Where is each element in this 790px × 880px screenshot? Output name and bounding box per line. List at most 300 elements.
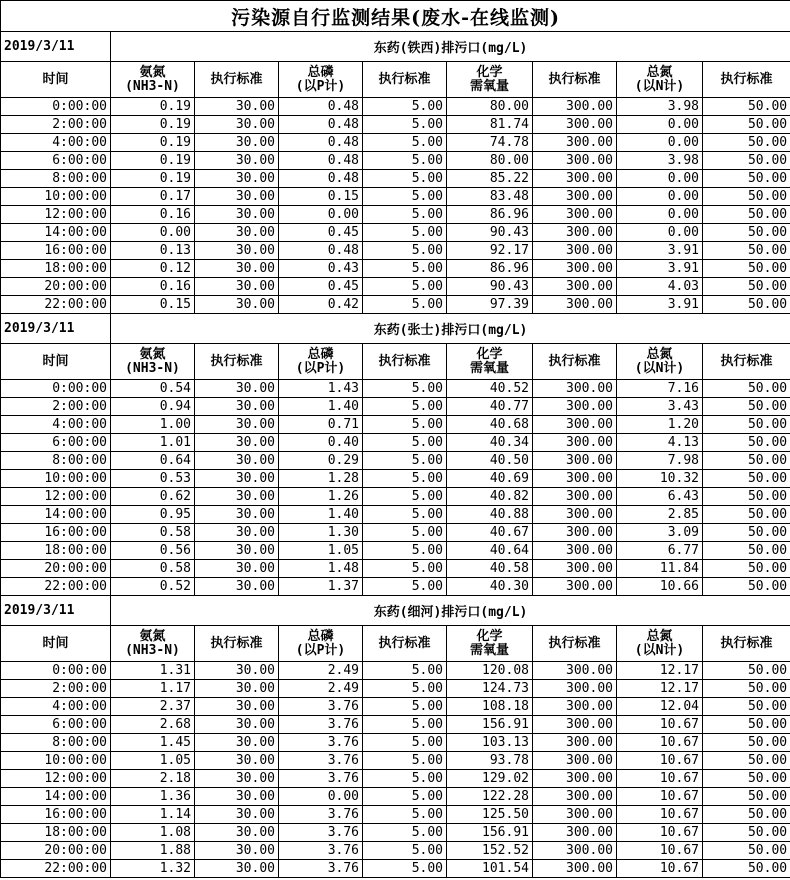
ammonia-standard: 30.00 [195, 524, 279, 542]
table-row [1, 134, 790, 152]
table-body [1, 1, 790, 878]
phosphorus-value: 0.48 [279, 152, 363, 170]
time-cell: 8:00:00 [1, 452, 111, 470]
cod-standard: 300.00 [533, 134, 617, 152]
phosphorus-value: 3.76 [279, 734, 363, 752]
nitrogen-standard: 50.00 [703, 488, 790, 506]
header-total-phosphorus [279, 626, 363, 662]
nitrogen-value: 0.00 [617, 134, 703, 152]
nitrogen-standard: 50.00 [703, 860, 790, 878]
ammonia-standard: 30.00 [195, 680, 279, 698]
cod-value: 86.96 [447, 260, 533, 278]
time-cell: 16:00:00 [1, 806, 111, 824]
table-row [1, 770, 790, 788]
outlet-name: 东药(铁西)排污口(mg/L) [111, 32, 790, 62]
time-cell: 12:00:00 [1, 488, 111, 506]
section-date: 2019/3/11 [1, 314, 111, 344]
nitrogen-value: 3.43 [617, 398, 703, 416]
section-header-row [1, 314, 790, 344]
table-row [1, 434, 790, 452]
header-nitrogen-line2: (以N计) [634, 360, 685, 376]
phosphorus-value: 1.28 [279, 470, 363, 488]
cod-standard: 300.00 [533, 260, 617, 278]
cod-standard: 300.00 [533, 206, 617, 224]
phosphorus-value: 0.15 [279, 188, 363, 206]
header-total-nitrogen [617, 344, 703, 380]
cod-standard: 300.00 [533, 188, 617, 206]
header-nitrogen-line1: 总氮 [646, 628, 673, 644]
header-cod-line2: 需氧量 [469, 360, 509, 376]
phosphorus-standard: 5.00 [363, 242, 447, 260]
ammonia-standard: 30.00 [195, 734, 279, 752]
header-phosphorus-line1: 总磷 [307, 64, 334, 80]
ammonia-value: 0.64 [111, 452, 195, 470]
header-cod-line2: 需氧量 [469, 642, 509, 658]
time-cell: 4:00:00 [1, 416, 111, 434]
table-row [1, 398, 790, 416]
header-standard: 执行标准 [703, 344, 790, 380]
nitrogen-value: 12.17 [617, 680, 703, 698]
phosphorus-standard: 5.00 [363, 296, 447, 314]
ammonia-standard: 30.00 [195, 242, 279, 260]
phosphorus-value: 1.26 [279, 488, 363, 506]
nitrogen-value: 10.67 [617, 752, 703, 770]
table-row [1, 578, 790, 596]
phosphorus-standard: 5.00 [363, 860, 447, 878]
phosphorus-standard: 5.00 [363, 134, 447, 152]
cod-value: 40.34 [447, 434, 533, 452]
cod-standard: 300.00 [533, 116, 617, 134]
cod-value: 40.52 [447, 380, 533, 398]
nitrogen-standard: 50.00 [703, 770, 790, 788]
nitrogen-value: 3.09 [617, 524, 703, 542]
section-header-row [1, 32, 790, 62]
time-cell: 10:00:00 [1, 188, 111, 206]
header-time: 时间 [1, 62, 111, 98]
page-title: 污染源自行监测结果(废水-在线监测) [1, 1, 790, 32]
phosphorus-value: 0.48 [279, 170, 363, 188]
header-standard: 执行标准 [363, 62, 447, 98]
cod-standard: 300.00 [533, 752, 617, 770]
table-row [1, 788, 790, 806]
column-header-row [1, 626, 790, 662]
time-cell: 2:00:00 [1, 116, 111, 134]
header-cod [447, 344, 533, 380]
nitrogen-standard: 50.00 [703, 560, 790, 578]
phosphorus-standard: 5.00 [363, 170, 447, 188]
ammonia-standard: 30.00 [195, 152, 279, 170]
cod-standard: 300.00 [533, 506, 617, 524]
cod-value: 80.00 [447, 152, 533, 170]
ammonia-value: 0.52 [111, 578, 195, 596]
nitrogen-value: 4.03 [617, 278, 703, 296]
phosphorus-standard: 5.00 [363, 578, 447, 596]
column-header-row [1, 62, 790, 98]
phosphorus-value: 2.49 [279, 662, 363, 680]
nitrogen-standard: 50.00 [703, 716, 790, 734]
cod-value: 122.28 [447, 788, 533, 806]
nitrogen-standard: 50.00 [703, 578, 790, 596]
ammonia-standard: 30.00 [195, 188, 279, 206]
phosphorus-value: 0.45 [279, 224, 363, 242]
nitrogen-value: 3.91 [617, 296, 703, 314]
table-row [1, 506, 790, 524]
phosphorus-value: 0.40 [279, 434, 363, 452]
header-time: 时间 [1, 344, 111, 380]
section-date: 2019/3/11 [1, 32, 111, 62]
ammonia-standard: 30.00 [195, 470, 279, 488]
table-row [1, 380, 790, 398]
nitrogen-value: 6.43 [617, 488, 703, 506]
cod-value: 40.77 [447, 398, 533, 416]
phosphorus-standard: 5.00 [363, 452, 447, 470]
header-nitrogen-line1: 总氮 [646, 346, 673, 362]
nitrogen-value: 0.00 [617, 224, 703, 242]
ammonia-value: 0.19 [111, 152, 195, 170]
nitrogen-standard: 50.00 [703, 398, 790, 416]
phosphorus-standard: 5.00 [363, 680, 447, 698]
phosphorus-standard: 5.00 [363, 206, 447, 224]
cod-standard: 300.00 [533, 452, 617, 470]
ammonia-standard: 30.00 [195, 398, 279, 416]
cod-value: 80.00 [447, 98, 533, 116]
nitrogen-standard: 50.00 [703, 452, 790, 470]
phosphorus-value: 1.40 [279, 398, 363, 416]
cod-standard: 300.00 [533, 242, 617, 260]
ammonia-value: 1.01 [111, 434, 195, 452]
time-cell: 22:00:00 [1, 860, 111, 878]
header-standard: 执行标准 [363, 344, 447, 380]
header-ammonia-line2: (NH3-N) [125, 642, 180, 658]
cod-standard: 300.00 [533, 734, 617, 752]
time-cell: 14:00:00 [1, 224, 111, 242]
ammonia-standard: 30.00 [195, 662, 279, 680]
ammonia-value: 1.05 [111, 752, 195, 770]
ammonia-value: 0.17 [111, 188, 195, 206]
header-ammonia-line1: 氨氮 [139, 64, 166, 80]
phosphorus-value: 0.00 [279, 206, 363, 224]
table-row [1, 560, 790, 578]
ammonia-value: 0.58 [111, 560, 195, 578]
phosphorus-standard: 5.00 [363, 260, 447, 278]
cod-standard: 300.00 [533, 398, 617, 416]
cod-value: 40.82 [447, 488, 533, 506]
time-cell: 8:00:00 [1, 734, 111, 752]
header-phosphorus-line2: (以P计) [295, 360, 346, 376]
header-cod-line1: 化学 [476, 628, 503, 644]
nitrogen-standard: 50.00 [703, 680, 790, 698]
nitrogen-value: 10.67 [617, 788, 703, 806]
nitrogen-standard: 50.00 [703, 752, 790, 770]
cod-value: 124.73 [447, 680, 533, 698]
nitrogen-value: 0.00 [617, 206, 703, 224]
ammonia-value: 2.68 [111, 716, 195, 734]
phosphorus-standard: 5.00 [363, 116, 447, 134]
table-row [1, 842, 790, 860]
outlet-name: 东药(细河)排污口(mg/L) [111, 596, 790, 626]
cod-value: 93.78 [447, 752, 533, 770]
header-ammonia-line2: (NH3-N) [125, 360, 180, 376]
phosphorus-value: 0.42 [279, 296, 363, 314]
header-standard: 执行标准 [195, 344, 279, 380]
header-phosphorus-line2: (以P计) [295, 78, 346, 94]
phosphorus-value: 0.45 [279, 278, 363, 296]
time-cell: 14:00:00 [1, 506, 111, 524]
phosphorus-value: 0.48 [279, 242, 363, 260]
table-row [1, 116, 790, 134]
nitrogen-value: 11.84 [617, 560, 703, 578]
phosphorus-standard: 5.00 [363, 416, 447, 434]
ammonia-value: 2.37 [111, 698, 195, 716]
header-standard: 执行标准 [703, 62, 790, 98]
cod-standard: 300.00 [533, 224, 617, 242]
table-row [1, 680, 790, 698]
phosphorus-value: 3.76 [279, 842, 363, 860]
phosphorus-standard: 5.00 [363, 806, 447, 824]
ammonia-value: 0.58 [111, 524, 195, 542]
title-row [1, 1, 790, 32]
column-header-row [1, 344, 790, 380]
cod-value: 40.30 [447, 578, 533, 596]
table-row [1, 416, 790, 434]
phosphorus-value: 3.76 [279, 860, 363, 878]
ammonia-standard: 30.00 [195, 434, 279, 452]
ammonia-standard: 30.00 [195, 506, 279, 524]
cod-value: 85.22 [447, 170, 533, 188]
ammonia-standard: 30.00 [195, 278, 279, 296]
phosphorus-value: 0.43 [279, 260, 363, 278]
cod-value: 90.43 [447, 224, 533, 242]
nitrogen-standard: 50.00 [703, 170, 790, 188]
cod-value: 156.91 [447, 716, 533, 734]
nitrogen-standard: 50.00 [703, 296, 790, 314]
nitrogen-value: 3.91 [617, 242, 703, 260]
ammonia-value: 1.31 [111, 662, 195, 680]
phosphorus-standard: 5.00 [363, 698, 447, 716]
ammonia-standard: 30.00 [195, 542, 279, 560]
ammonia-value: 1.45 [111, 734, 195, 752]
nitrogen-standard: 50.00 [703, 416, 790, 434]
header-nitrogen-line1: 总氮 [646, 64, 673, 80]
ammonia-standard: 30.00 [195, 560, 279, 578]
section-header-row [1, 596, 790, 626]
phosphorus-standard: 5.00 [363, 842, 447, 860]
header-standard: 执行标准 [533, 344, 617, 380]
phosphorus-standard: 5.00 [363, 488, 447, 506]
nitrogen-value: 10.67 [617, 770, 703, 788]
cod-standard: 300.00 [533, 698, 617, 716]
nitrogen-value: 3.98 [617, 98, 703, 116]
table-row [1, 206, 790, 224]
ammonia-standard: 30.00 [195, 578, 279, 596]
nitrogen-standard: 50.00 [703, 698, 790, 716]
ammonia-standard: 30.00 [195, 260, 279, 278]
cod-standard: 300.00 [533, 578, 617, 596]
ammonia-standard: 30.00 [195, 452, 279, 470]
phosphorus-standard: 5.00 [363, 542, 447, 560]
time-cell: 8:00:00 [1, 170, 111, 188]
table-row [1, 662, 790, 680]
ammonia-value: 0.94 [111, 398, 195, 416]
header-ammonia-line2: (NH3-N) [125, 78, 180, 94]
ammonia-standard: 30.00 [195, 224, 279, 242]
ammonia-value: 0.13 [111, 242, 195, 260]
time-cell: 16:00:00 [1, 524, 111, 542]
cod-value: 101.54 [447, 860, 533, 878]
ammonia-value: 0.95 [111, 506, 195, 524]
nitrogen-standard: 50.00 [703, 380, 790, 398]
ammonia-value: 1.17 [111, 680, 195, 698]
nitrogen-standard: 50.00 [703, 506, 790, 524]
table-row [1, 98, 790, 116]
header-phosphorus-line1: 总磷 [307, 628, 334, 644]
cod-value: 40.68 [447, 416, 533, 434]
ammonia-value: 0.19 [111, 134, 195, 152]
phosphorus-value: 0.29 [279, 452, 363, 470]
phosphorus-value: 1.43 [279, 380, 363, 398]
cod-value: 103.13 [447, 734, 533, 752]
cod-value: 120.08 [447, 662, 533, 680]
phosphorus-value: 3.76 [279, 716, 363, 734]
header-nitrogen-line2: (以N计) [634, 642, 685, 658]
cod-standard: 300.00 [533, 542, 617, 560]
phosphorus-value: 0.48 [279, 98, 363, 116]
nitrogen-value: 10.67 [617, 716, 703, 734]
time-cell: 16:00:00 [1, 242, 111, 260]
cod-value: 40.67 [447, 524, 533, 542]
cod-value: 92.17 [447, 242, 533, 260]
phosphorus-standard: 5.00 [363, 770, 447, 788]
table-row [1, 806, 790, 824]
header-total-nitrogen [617, 62, 703, 98]
time-cell: 22:00:00 [1, 578, 111, 596]
header-ammonia-line1: 氨氮 [139, 346, 166, 362]
header-ammonia-nitrogen [111, 626, 195, 662]
time-cell: 0:00:00 [1, 98, 111, 116]
cod-standard: 300.00 [533, 98, 617, 116]
phosphorus-standard: 5.00 [363, 152, 447, 170]
nitrogen-value: 3.91 [617, 260, 703, 278]
ammonia-value: 0.16 [111, 206, 195, 224]
ammonia-standard: 30.00 [195, 134, 279, 152]
ammonia-standard: 30.00 [195, 716, 279, 734]
time-cell: 20:00:00 [1, 842, 111, 860]
cod-standard: 300.00 [533, 488, 617, 506]
table-row [1, 224, 790, 242]
header-cod [447, 626, 533, 662]
cod-standard: 300.00 [533, 662, 617, 680]
time-cell: 20:00:00 [1, 560, 111, 578]
time-cell: 18:00:00 [1, 260, 111, 278]
header-cod-line1: 化学 [476, 64, 503, 80]
table-row [1, 542, 790, 560]
cod-value: 90.43 [447, 278, 533, 296]
header-total-phosphorus [279, 344, 363, 380]
nitrogen-value: 2.85 [617, 506, 703, 524]
phosphorus-value: 0.48 [279, 134, 363, 152]
nitrogen-standard: 50.00 [703, 134, 790, 152]
nitrogen-standard: 50.00 [703, 842, 790, 860]
phosphorus-value: 2.49 [279, 680, 363, 698]
section-date: 2019/3/11 [1, 596, 111, 626]
ammonia-value: 0.19 [111, 116, 195, 134]
nitrogen-standard: 50.00 [703, 206, 790, 224]
phosphorus-standard: 5.00 [363, 734, 447, 752]
ammonia-value: 0.12 [111, 260, 195, 278]
nitrogen-value: 12.04 [617, 698, 703, 716]
phosphorus-value: 1.05 [279, 542, 363, 560]
cod-standard: 300.00 [533, 470, 617, 488]
nitrogen-standard: 50.00 [703, 260, 790, 278]
header-standard: 执行标准 [703, 626, 790, 662]
nitrogen-value: 3.98 [617, 152, 703, 170]
header-ammonia-nitrogen [111, 344, 195, 380]
table-row [1, 524, 790, 542]
ammonia-standard: 30.00 [195, 170, 279, 188]
nitrogen-standard: 50.00 [703, 734, 790, 752]
cod-value: 156.91 [447, 824, 533, 842]
nitrogen-value: 1.20 [617, 416, 703, 434]
ammonia-standard: 30.00 [195, 116, 279, 134]
cod-standard: 300.00 [533, 524, 617, 542]
table-row [1, 296, 790, 314]
cod-value: 86.96 [447, 206, 533, 224]
cod-value: 40.58 [447, 560, 533, 578]
time-cell: 2:00:00 [1, 398, 111, 416]
cod-value: 125.50 [447, 806, 533, 824]
ammonia-value: 0.19 [111, 170, 195, 188]
cod-standard: 300.00 [533, 788, 617, 806]
time-cell: 0:00:00 [1, 380, 111, 398]
header-standard: 执行标准 [363, 626, 447, 662]
phosphorus-standard: 5.00 [363, 560, 447, 578]
nitrogen-value: 10.66 [617, 578, 703, 596]
time-cell: 22:00:00 [1, 296, 111, 314]
time-cell: 6:00:00 [1, 716, 111, 734]
cod-value: 129.02 [447, 770, 533, 788]
cod-standard: 300.00 [533, 770, 617, 788]
cod-value: 83.48 [447, 188, 533, 206]
cod-value: 97.39 [447, 296, 533, 314]
table-row [1, 170, 790, 188]
ammonia-standard: 30.00 [195, 788, 279, 806]
time-cell: 10:00:00 [1, 752, 111, 770]
cod-standard: 300.00 [533, 680, 617, 698]
cod-standard: 300.00 [533, 416, 617, 434]
phosphorus-standard: 5.00 [363, 506, 447, 524]
ammonia-value: 2.18 [111, 770, 195, 788]
phosphorus-standard: 5.00 [363, 824, 447, 842]
table-row [1, 752, 790, 770]
header-cod [447, 62, 533, 98]
time-cell: 6:00:00 [1, 152, 111, 170]
phosphorus-standard: 5.00 [363, 524, 447, 542]
phosphorus-standard: 5.00 [363, 98, 447, 116]
ammonia-value: 1.14 [111, 806, 195, 824]
cod-value: 40.50 [447, 452, 533, 470]
nitrogen-standard: 50.00 [703, 98, 790, 116]
phosphorus-standard: 5.00 [363, 278, 447, 296]
ammonia-standard: 30.00 [195, 770, 279, 788]
ammonia-value: 0.62 [111, 488, 195, 506]
nitrogen-value: 7.98 [617, 452, 703, 470]
table-row [1, 470, 790, 488]
nitrogen-standard: 50.00 [703, 824, 790, 842]
cod-value: 152.52 [447, 842, 533, 860]
cod-standard: 300.00 [533, 806, 617, 824]
phosphorus-standard: 5.00 [363, 662, 447, 680]
ammonia-value: 0.19 [111, 98, 195, 116]
